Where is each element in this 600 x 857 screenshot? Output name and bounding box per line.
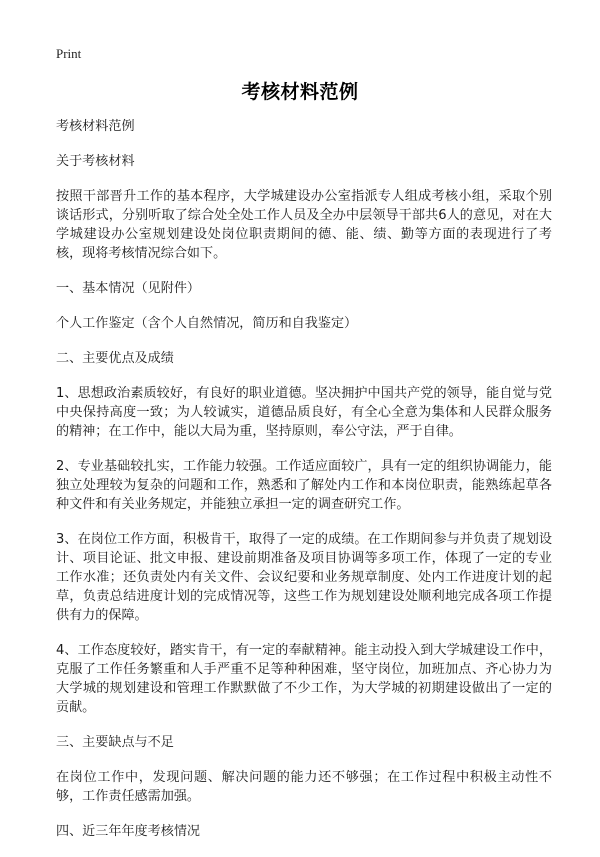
- weakness-paragraph: 在岗位工作中，发现问题、解决问题的能力还不够强；在工作过程中积极主动性不够，工作责任感需加强。: [56, 770, 552, 804]
- intro-paragraph: 按照干部晋升工作的基本程序，大学城建设办公室指派专人组成考核小组，采取个别谈话形式，分别听取了综合处全处工作人员及全办中层领导干部共6人的意见，对在大学城建设办公室规划建设处岗位职责期间的德、能、绩、勤等方面的表现进行了考核，现将考核情况综合如下。: [56, 189, 552, 261]
- section-heading-weaknesses: 三、主要缺点与不足: [56, 735, 174, 750]
- strength-item-4: 4、工作态度较好，踏实肯干，有一定的奉献精神。能主动投入到大学城建设工作中，克服了工作任务繁重和人手严重不足等种种困难，坚守岗位，加班加点、齐心协力为大学城的规划建设和管理工作默默做了不少工作，为大学城的初期建设做出了一定的贡献。: [56, 643, 552, 715]
- strength-item-3: 3、在岗位工作方面，积极肯干，取得了一定的成绩。在工作期间参与并负责了规划设计、项目论证、批文申报、建设前期准备及项目协调等多项工作，体现了一定的专业工作水准；还负责处内有关文件、会议纪要和业务规章制度、处内工作进度计划的起草，负责总结进度计划的完成情况等，这些工作为规划建设处顺利地完成各项工作提供有力的保障。: [56, 532, 552, 623]
- strength-item-1: 1、思想政治素质较好，有良好的职业道德。坚决拥护中国共产党的领导，能自觉与党中央保持高度一致；为人较诚实，道德品质良好，有全心全意为集体和人民群众服务的精神；在工作中，能以大局为重，坚持原则，奉公守法，严于自律。: [56, 386, 552, 439]
- page-title: 考核材料范例: [241, 81, 359, 103]
- subtitle-paragraph: 考核材料范例: [56, 119, 135, 134]
- section-heading-annual-review: 四、近三年年度考核情况: [56, 824, 201, 839]
- strength-item-2: 2、专业基础较扎实，工作能力较强。工作适应面较广，具有一定的组织协调能力，能独立处理较为复杂的问题和工作，熟悉和了解处内工作和本岗位职责，能熟练起草各种文件和有关业务规定，并能独立承担一定的调查研究工作。: [56, 459, 552, 512]
- print-link[interactable]: Print: [56, 46, 82, 61]
- section-heading-strengths: 二、主要优点及成绩: [56, 351, 174, 366]
- section-heading-basic: 一、基本情况（见附件）: [56, 281, 201, 296]
- personal-appraisal-paragraph: 个人工作鉴定（含个人自然情况，简历和自我鉴定）: [56, 316, 358, 331]
- document-body: [56, 117, 552, 857]
- heading-about: 关于考核材料: [56, 154, 135, 169]
